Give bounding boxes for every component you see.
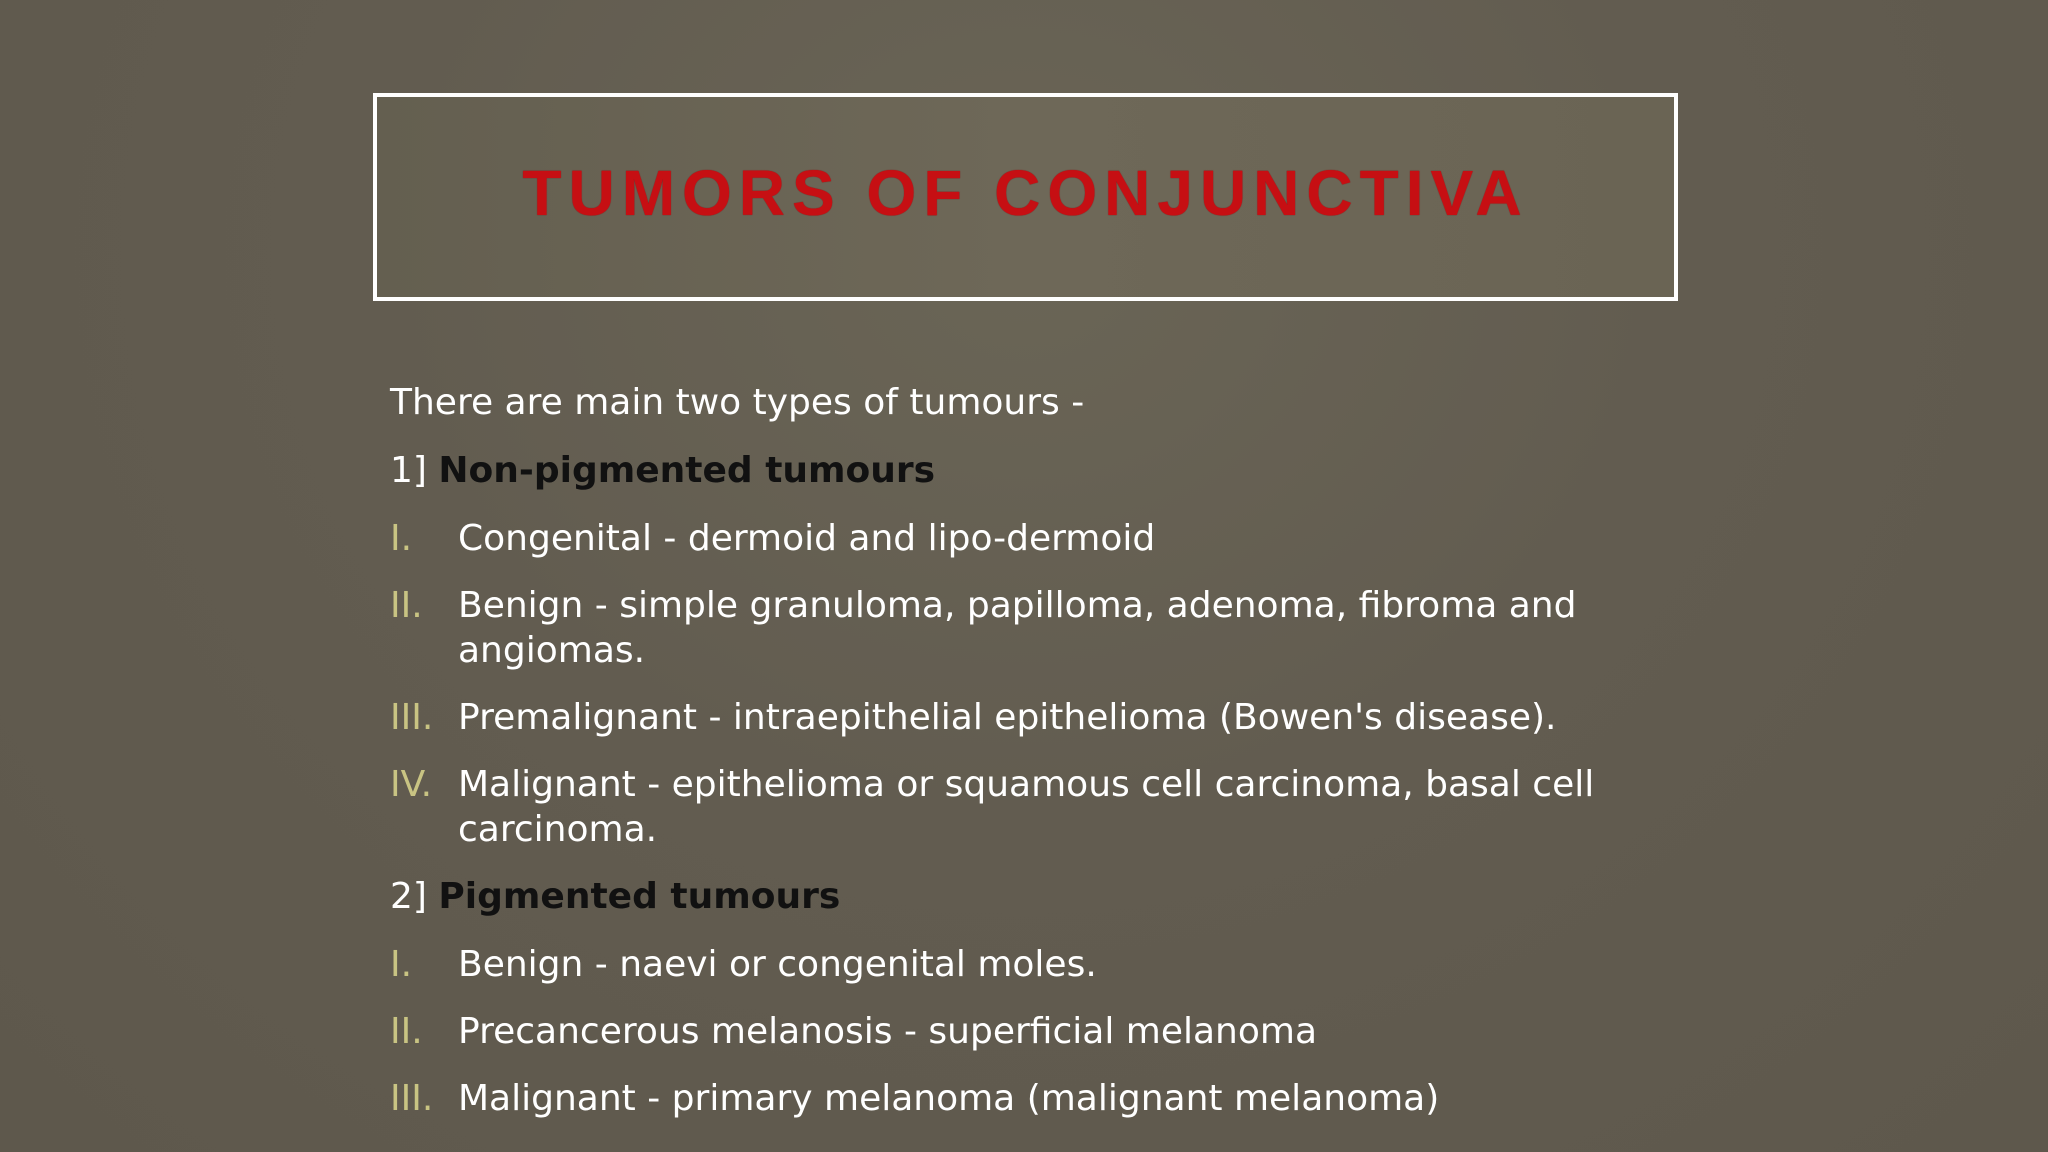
- list-item: [390, 516, 1650, 561]
- section-number: 2]: [390, 876, 427, 917]
- list-marker: II.: [390, 1011, 423, 1052]
- list-item: [390, 942, 1650, 987]
- slide-content: [390, 380, 1650, 1143]
- list-item-text: Benign - simple granuloma, papilloma, adenoma, fibroma and angiomas.: [458, 585, 1577, 671]
- list-marker: I.: [390, 944, 413, 985]
- list-item: [390, 583, 1650, 673]
- intro-text: There are main two types of tumours -: [390, 382, 1085, 423]
- list-item-text: Premalignant - intraepithelial epithelioma (Bowen's disease).: [458, 697, 1557, 738]
- list-item-text: Malignant - epithelioma or squamous cell carcinoma, basal cell carcinoma.: [458, 764, 1595, 850]
- list-marker: I.: [390, 518, 413, 559]
- section-heading: [390, 448, 1650, 494]
- list-marker: II.: [390, 585, 423, 626]
- list-item-text: Congenital - dermoid and lipo-dermoid: [458, 518, 1156, 559]
- title-box: [373, 93, 1678, 301]
- section-number: 1]: [390, 450, 427, 491]
- list-marker: III.: [390, 1078, 434, 1119]
- list-item: [390, 762, 1650, 852]
- list-marker: IV.: [390, 764, 433, 805]
- list-item: [390, 695, 1650, 740]
- section-title: Non-pigmented tumours: [438, 450, 936, 491]
- slide-title: TUMORS OF CONJUNCTIVA: [522, 157, 1529, 229]
- section-heading: [390, 874, 1650, 920]
- list-item-text: Benign - naevi or congenital moles.: [458, 944, 1097, 985]
- list-marker: III.: [390, 697, 434, 738]
- list-item-text: Precancerous melanosis - superficial melanoma: [458, 1011, 1318, 1052]
- list-item-text: Malignant - primary melanoma (malignant melanoma): [458, 1078, 1440, 1119]
- list-item: [390, 1009, 1650, 1054]
- list-item: [390, 1076, 1650, 1121]
- section-title: Pigmented tumours: [438, 876, 841, 917]
